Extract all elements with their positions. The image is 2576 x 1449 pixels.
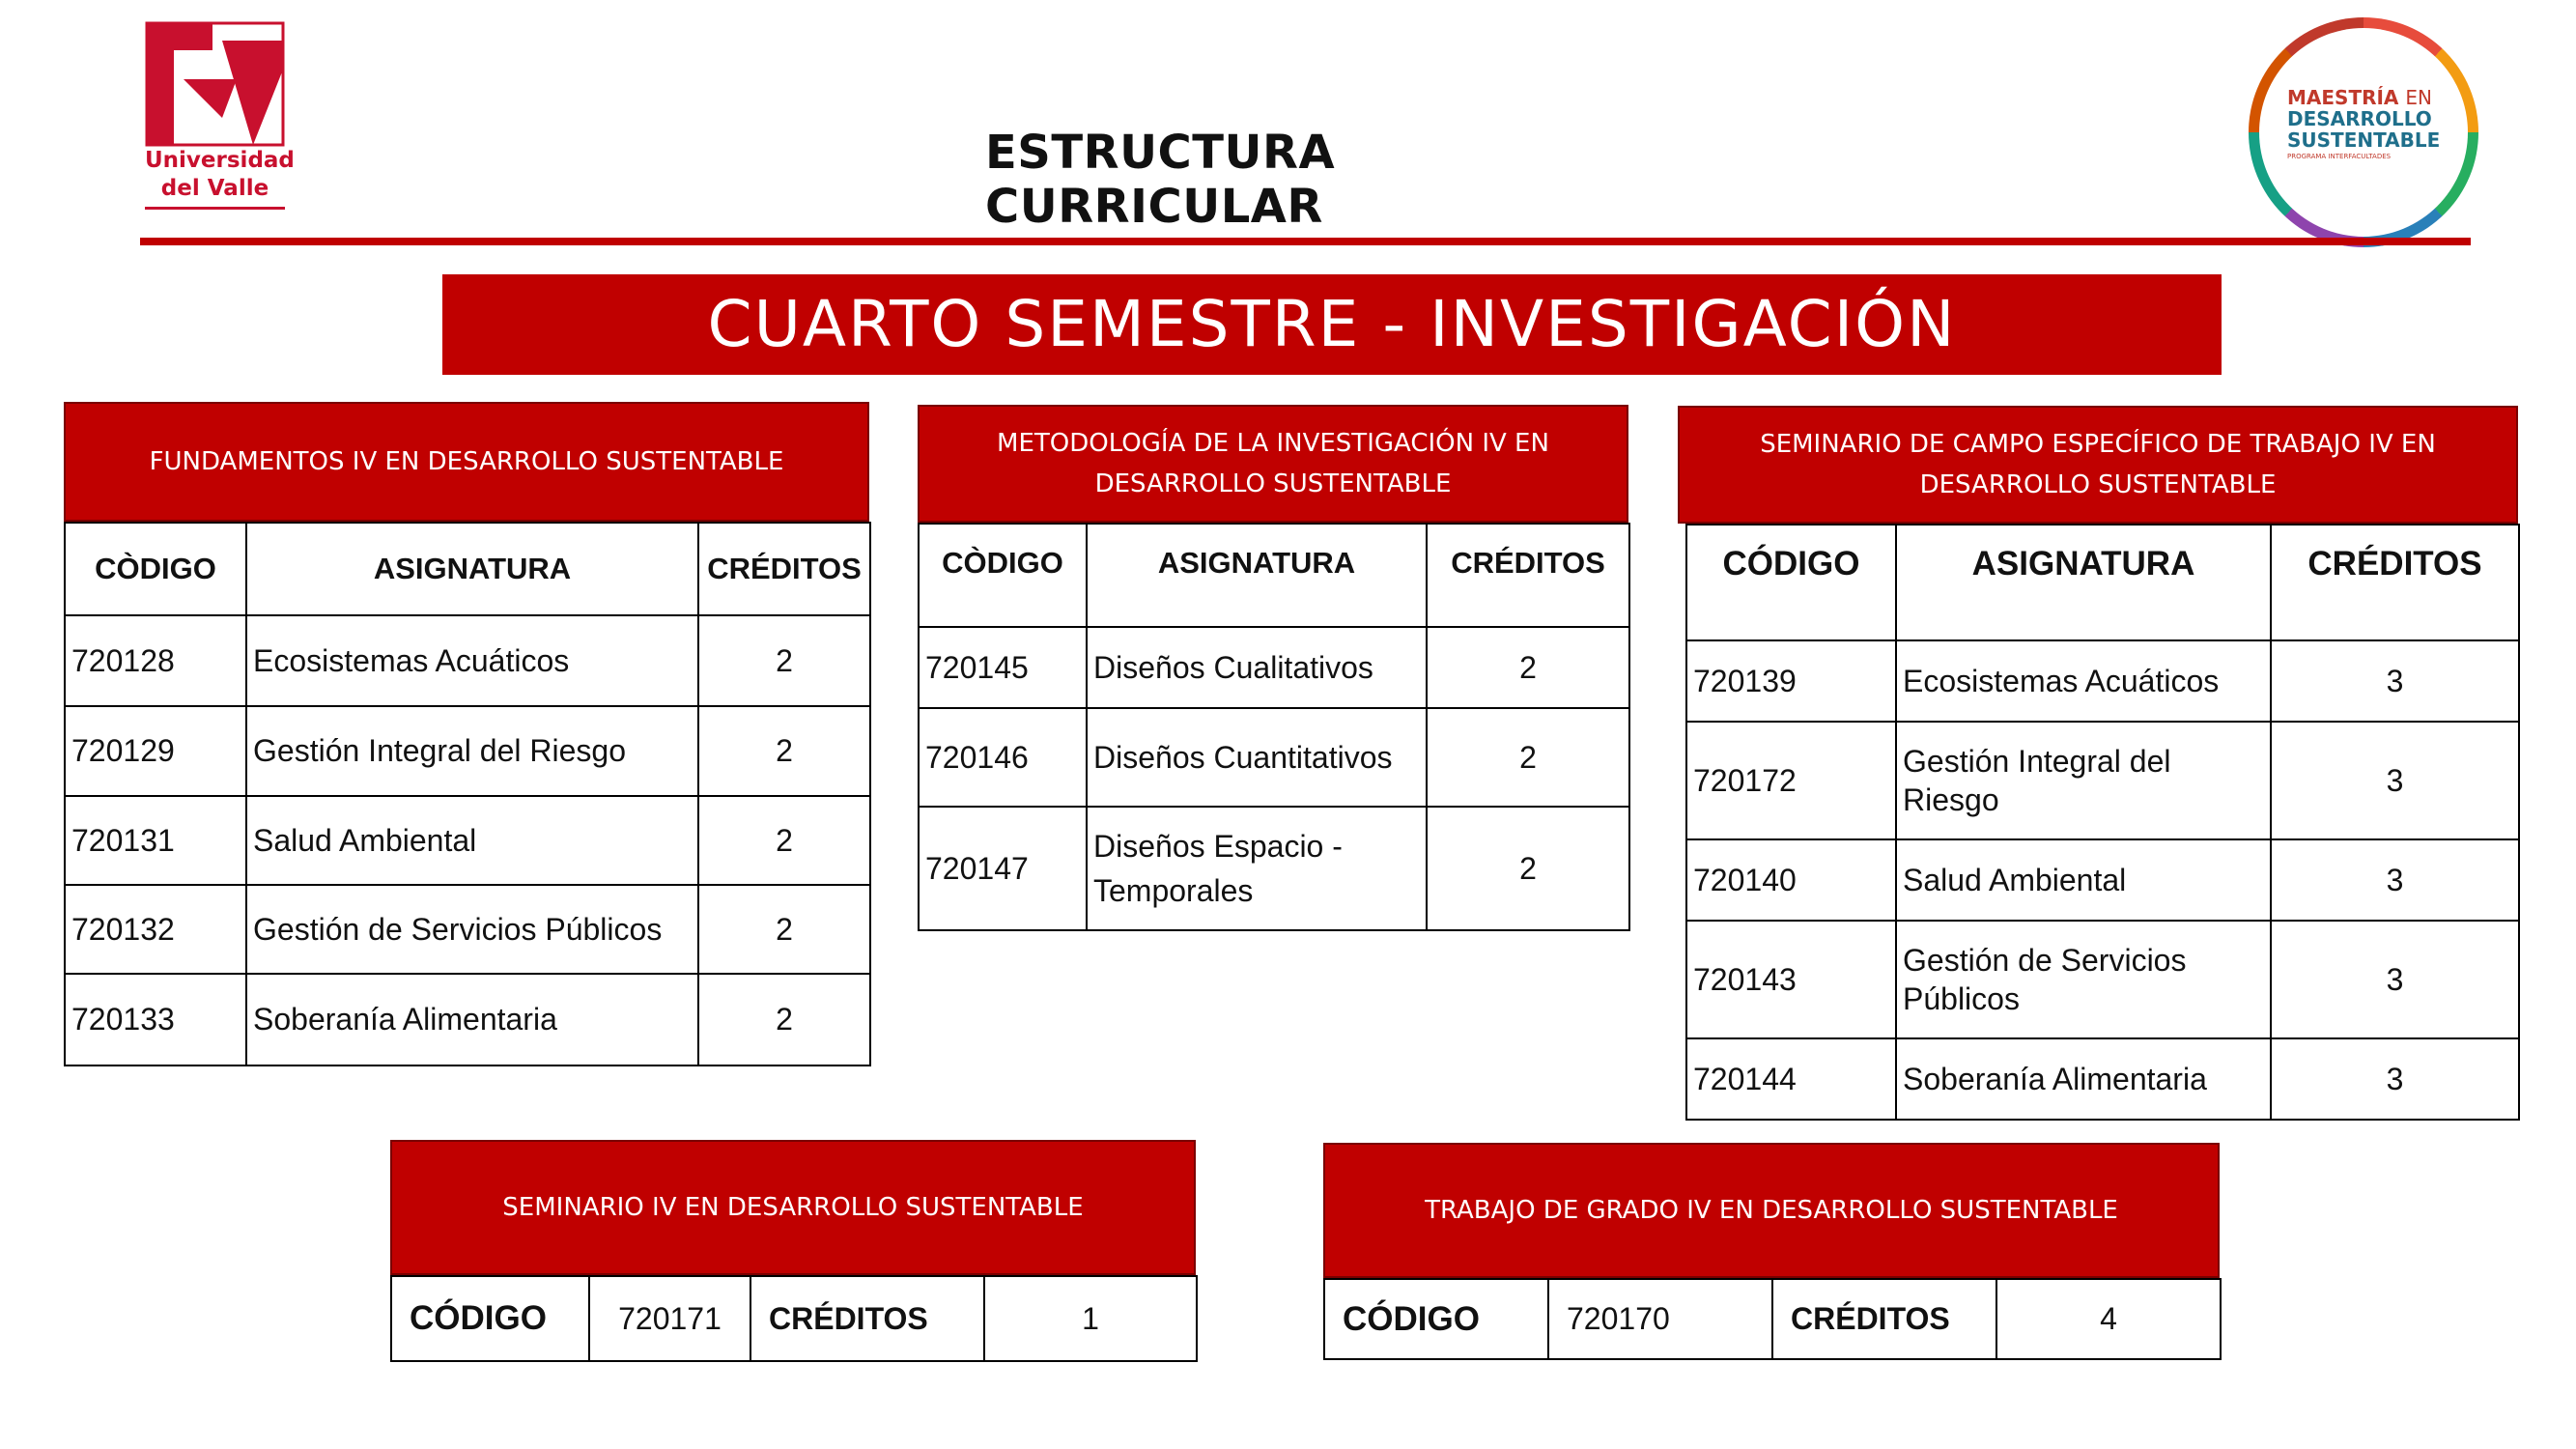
creditos-value: 4 xyxy=(1996,1279,2221,1359)
table-row xyxy=(65,974,870,1065)
creditos-cell: 2 xyxy=(698,885,870,974)
creditos-cell: 3 xyxy=(2271,640,2519,722)
codigo-cell: 720143 xyxy=(1686,921,1896,1038)
codigo-cell: 720145 xyxy=(919,627,1087,708)
metodologia-header: METODOLOGÍA DE LA INVESTIGACIÓN IV EN DESARROLLO SUSTENTABLE xyxy=(918,405,1628,523)
asignatura-cell: Diseños Espacio - Temporales xyxy=(1087,807,1427,930)
asignatura-cell: Soberanía Alimentaria xyxy=(1896,1038,2271,1120)
asignatura-cell: Salud Ambiental xyxy=(1896,839,2271,921)
table-row xyxy=(1686,921,2519,1038)
col-codigo: CÒDIGO xyxy=(919,524,1087,627)
seminario-campo-header: SEMINARIO DE CAMPO ESPECÍFICO DE TRABAJO IV EN DESARROLLO SUSTENTABLE xyxy=(1678,406,2518,524)
creditos-label: CRÉDITOS xyxy=(1772,1279,1996,1359)
table-row xyxy=(65,796,870,885)
asignatura-cell: Gestión Integral del Riesgo xyxy=(246,706,698,796)
asignatura-cell: Ecosistemas Acuáticos xyxy=(246,615,698,706)
codigo-value: 720171 xyxy=(589,1276,750,1361)
table-row xyxy=(919,807,1629,930)
table-row xyxy=(1686,1038,2519,1120)
creditos-cell: 3 xyxy=(2271,839,2519,921)
codigo-cell: 720132 xyxy=(65,885,246,974)
table-row xyxy=(1324,1279,2221,1359)
table-row xyxy=(65,615,870,706)
col-codigo: CÓDIGO xyxy=(1686,525,1896,640)
table-row xyxy=(919,627,1629,708)
maestria-logo xyxy=(2241,10,2473,242)
col-asignatura: ASIGNATURA xyxy=(246,523,698,615)
codigo-cell: 720140 xyxy=(1686,839,1896,921)
codigo-label: CÓDIGO xyxy=(391,1276,589,1361)
creditos-cell: 2 xyxy=(1427,627,1629,708)
codigo-cell: 720139 xyxy=(1686,640,1896,722)
seminario-campo-table xyxy=(1685,524,2520,1121)
asignatura-cell: Diseños Cualitativos xyxy=(1087,627,1427,708)
creditos-cell: 2 xyxy=(1427,807,1629,930)
semester-banner: CUARTO SEMESTRE - INVESTIGACIÓN xyxy=(442,274,2222,375)
fundamentos-header: FUNDAMENTOS IV EN DESARROLLO SUSTENTABLE xyxy=(64,402,869,522)
codigo-label: CÓDIGO xyxy=(1324,1279,1548,1359)
seminario-table xyxy=(390,1275,1198,1362)
maestria-logo-text: MAESTRÍA EN DESARROLLO SUSTENTABLE PROGRAMA INTERFACULTADES xyxy=(2287,86,2441,160)
table-header-row xyxy=(1686,525,2519,640)
creditos-cell: 2 xyxy=(698,974,870,1065)
table-row xyxy=(1686,839,2519,921)
asignatura-cell: Gestión Integral del Riesgo xyxy=(1896,722,2271,839)
asignatura-cell: Gestión de Servicios Públicos xyxy=(1896,921,2271,1038)
universidad-del-valle-logo xyxy=(145,21,295,210)
codigo-cell: 720144 xyxy=(1686,1038,1896,1120)
uv-emblem-icon xyxy=(145,21,285,147)
creditos-cell: 2 xyxy=(698,796,870,885)
table-row xyxy=(65,706,870,796)
table-row xyxy=(1686,722,2519,839)
creditos-cell: 2 xyxy=(698,706,870,796)
col-creditos: CRÉDITOS xyxy=(698,523,870,615)
codigo-cell: 720133 xyxy=(65,974,246,1065)
creditos-cell: 3 xyxy=(2271,921,2519,1038)
col-creditos: CRÉDITOS xyxy=(1427,524,1629,627)
col-codigo: CÒDIGO xyxy=(65,523,246,615)
col-asignatura: ASIGNATURA xyxy=(1896,525,2271,640)
seminario-header: SEMINARIO IV EN DESARROLLO SUSTENTABLE xyxy=(390,1140,1196,1275)
asignatura-cell: Soberanía Alimentaria xyxy=(246,974,698,1065)
table-row xyxy=(919,708,1629,807)
codigo-cell: 720128 xyxy=(65,615,246,706)
codigo-cell: 720147 xyxy=(919,807,1087,930)
table-header-row xyxy=(65,523,870,615)
col-asignatura: ASIGNATURA xyxy=(1087,524,1427,627)
trabajo-grado-header: TRABAJO DE GRADO IV EN DESARROLLO SUSTENTABLE xyxy=(1323,1143,2220,1278)
trabajo-grado-table xyxy=(1323,1278,2222,1360)
asignatura-cell: Diseños Cuantitativos xyxy=(1087,708,1427,807)
codigo-cell: 720129 xyxy=(65,706,246,796)
creditos-value: 1 xyxy=(984,1276,1197,1361)
page-title: ESTRUCTURA CURRICULAR xyxy=(985,126,1336,234)
header-divider xyxy=(140,238,2471,245)
university-name: Universidad del Valle xyxy=(145,148,295,201)
asignatura-cell: Gestión de Servicios Públicos xyxy=(246,885,698,974)
col-creditos: CRÉDITOS xyxy=(2271,525,2519,640)
codigo-cell: 720131 xyxy=(65,796,246,885)
logo-underline xyxy=(145,207,285,210)
creditos-cell: 3 xyxy=(2271,1038,2519,1120)
fundamentos-table xyxy=(64,522,871,1066)
creditos-label: CRÉDITOS xyxy=(750,1276,984,1361)
metodologia-table xyxy=(918,523,1630,931)
table-row xyxy=(391,1276,1197,1361)
table-header-row xyxy=(919,524,1629,627)
table-row xyxy=(65,885,870,974)
creditos-cell: 2 xyxy=(1427,708,1629,807)
creditos-cell: 3 xyxy=(2271,722,2519,839)
creditos-cell: 2 xyxy=(698,615,870,706)
codigo-cell: 720146 xyxy=(919,708,1087,807)
table-row xyxy=(1686,640,2519,722)
codigo-cell: 720172 xyxy=(1686,722,1896,839)
asignatura-cell: Salud Ambiental xyxy=(246,796,698,885)
codigo-value: 720170 xyxy=(1548,1279,1772,1359)
asignatura-cell: Ecosistemas Acuáticos xyxy=(1896,640,2271,722)
